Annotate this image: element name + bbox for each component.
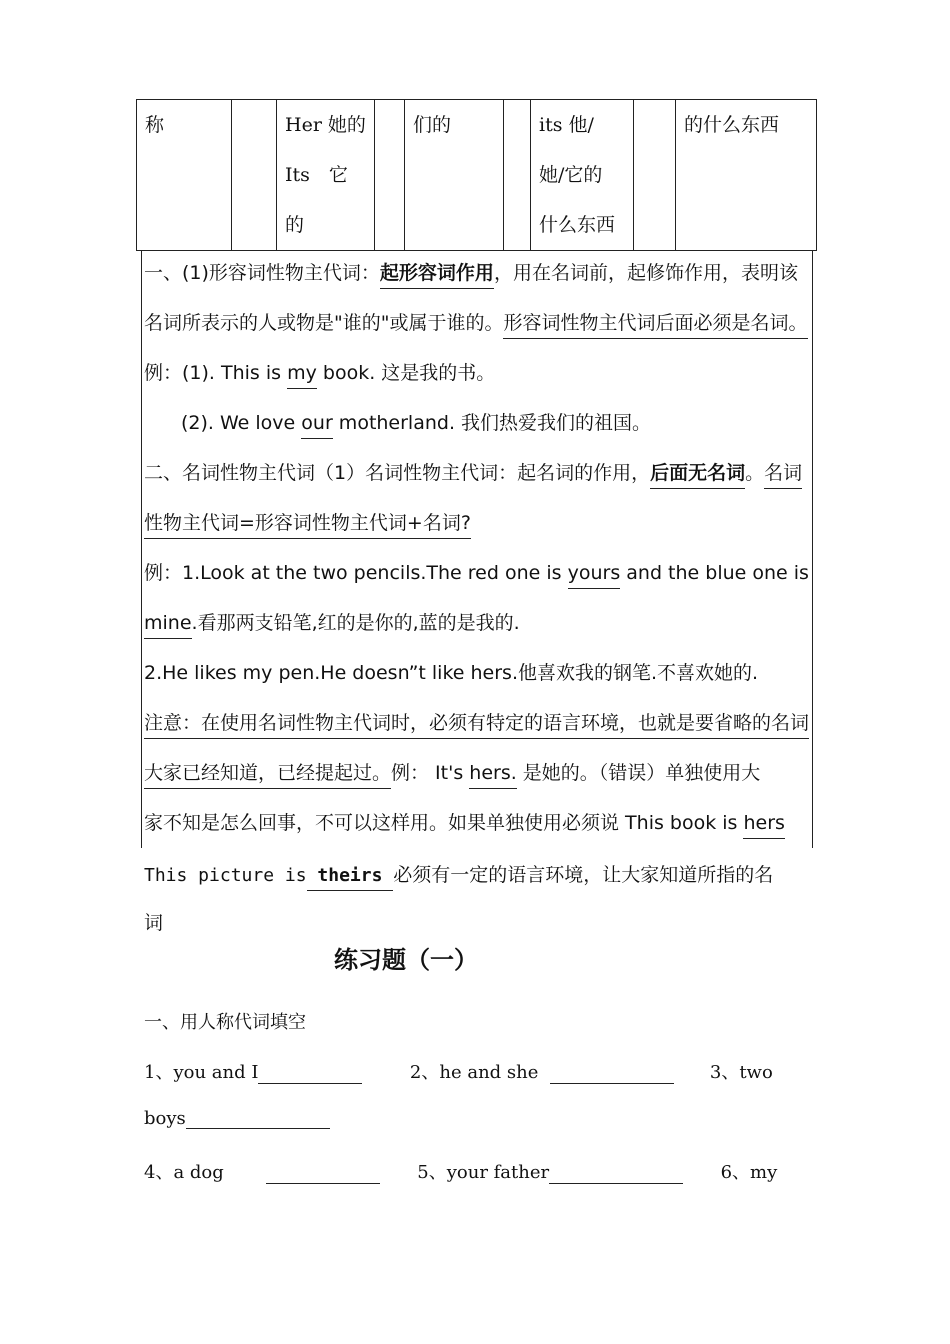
note-line-13: This picture is theirs 必须有一定的语言环境，让大家知道所指的名 <box>144 860 773 887</box>
exercise-title: 练习题（一） <box>334 945 478 974</box>
exercise-row-3: 4、a dog 5、your father 6、my <box>144 1162 778 1183</box>
table-cell <box>504 100 531 251</box>
answer-blank[interactable] <box>258 1065 362 1084</box>
note-line-14: 词 <box>144 912 164 934</box>
note-line-3: 例：(1). This is my book. 这是我的书。 <box>144 358 495 385</box>
table-cell: Her 她的 Its 它 的 <box>277 100 375 251</box>
answer-blank[interactable] <box>549 1165 683 1184</box>
table-cell <box>375 100 405 251</box>
note-line-9: 2.He likes my pen.He doesn”t like hers.他喜欢我的钢笔.不喜欢她的. <box>144 662 759 684</box>
exercise-row-1: 1、you and I 2、he and she 3、two <box>144 1062 773 1083</box>
table-cell: 的什么东西 <box>676 100 817 251</box>
note-line-11: 大家已经知道，已经提起过。例： It's hers. 是她的。（错误）单独使用大 <box>144 758 760 785</box>
note-line-4: (2). We love our motherland. 我们热爱我们的祖国。 <box>181 408 651 435</box>
note-line-6: 性物主代词=形容词性物主代词+名词? <box>144 508 471 535</box>
table-cell: 称 <box>137 100 232 251</box>
note-line-8: mine.看那两支铅笔,红的是你的,蓝的是我的. <box>144 608 520 635</box>
table-cell: 们的 <box>405 100 504 251</box>
note-line-7: 例：1.Look at the two pencils.The red one is yours and the blue one is <box>144 558 809 585</box>
note-line-2: 名词所表示的人或物是"谁的"或属于谁的。形容词性物主代词后面必须是名词。 <box>144 308 808 335</box>
table-cell: its 他/ 她/它的 什么东西 <box>531 100 634 251</box>
pronoun-table <box>136 99 817 251</box>
answer-blank[interactable] <box>186 1110 330 1129</box>
table-cell <box>634 100 676 251</box>
exercise-row-2: boys <box>144 1108 330 1129</box>
table-row <box>137 100 817 251</box>
note-line-1: 一、(1)形容词性物主代词：起形容词作用，用在名词前，起修饰作用，表明该 <box>144 258 798 285</box>
note-line-12: 家不知是怎么回事，不可以这样用。如果单独使用必须说 This book is hers <box>144 808 785 835</box>
answer-blank[interactable] <box>550 1065 674 1084</box>
table-cell <box>232 100 277 251</box>
exercise-section-heading: 一、用人称代词填空 <box>144 1012 306 1033</box>
note-line-10: 注意：在使用名词性物主代词时，必须有特定的语言环境，也就是要省略的名词 <box>144 708 809 735</box>
answer-blank[interactable] <box>266 1165 380 1184</box>
note-line-5: 二、名词性物主代词（1）名词性物主代词：起名词的作用，后面无名词。名词 <box>144 458 802 485</box>
